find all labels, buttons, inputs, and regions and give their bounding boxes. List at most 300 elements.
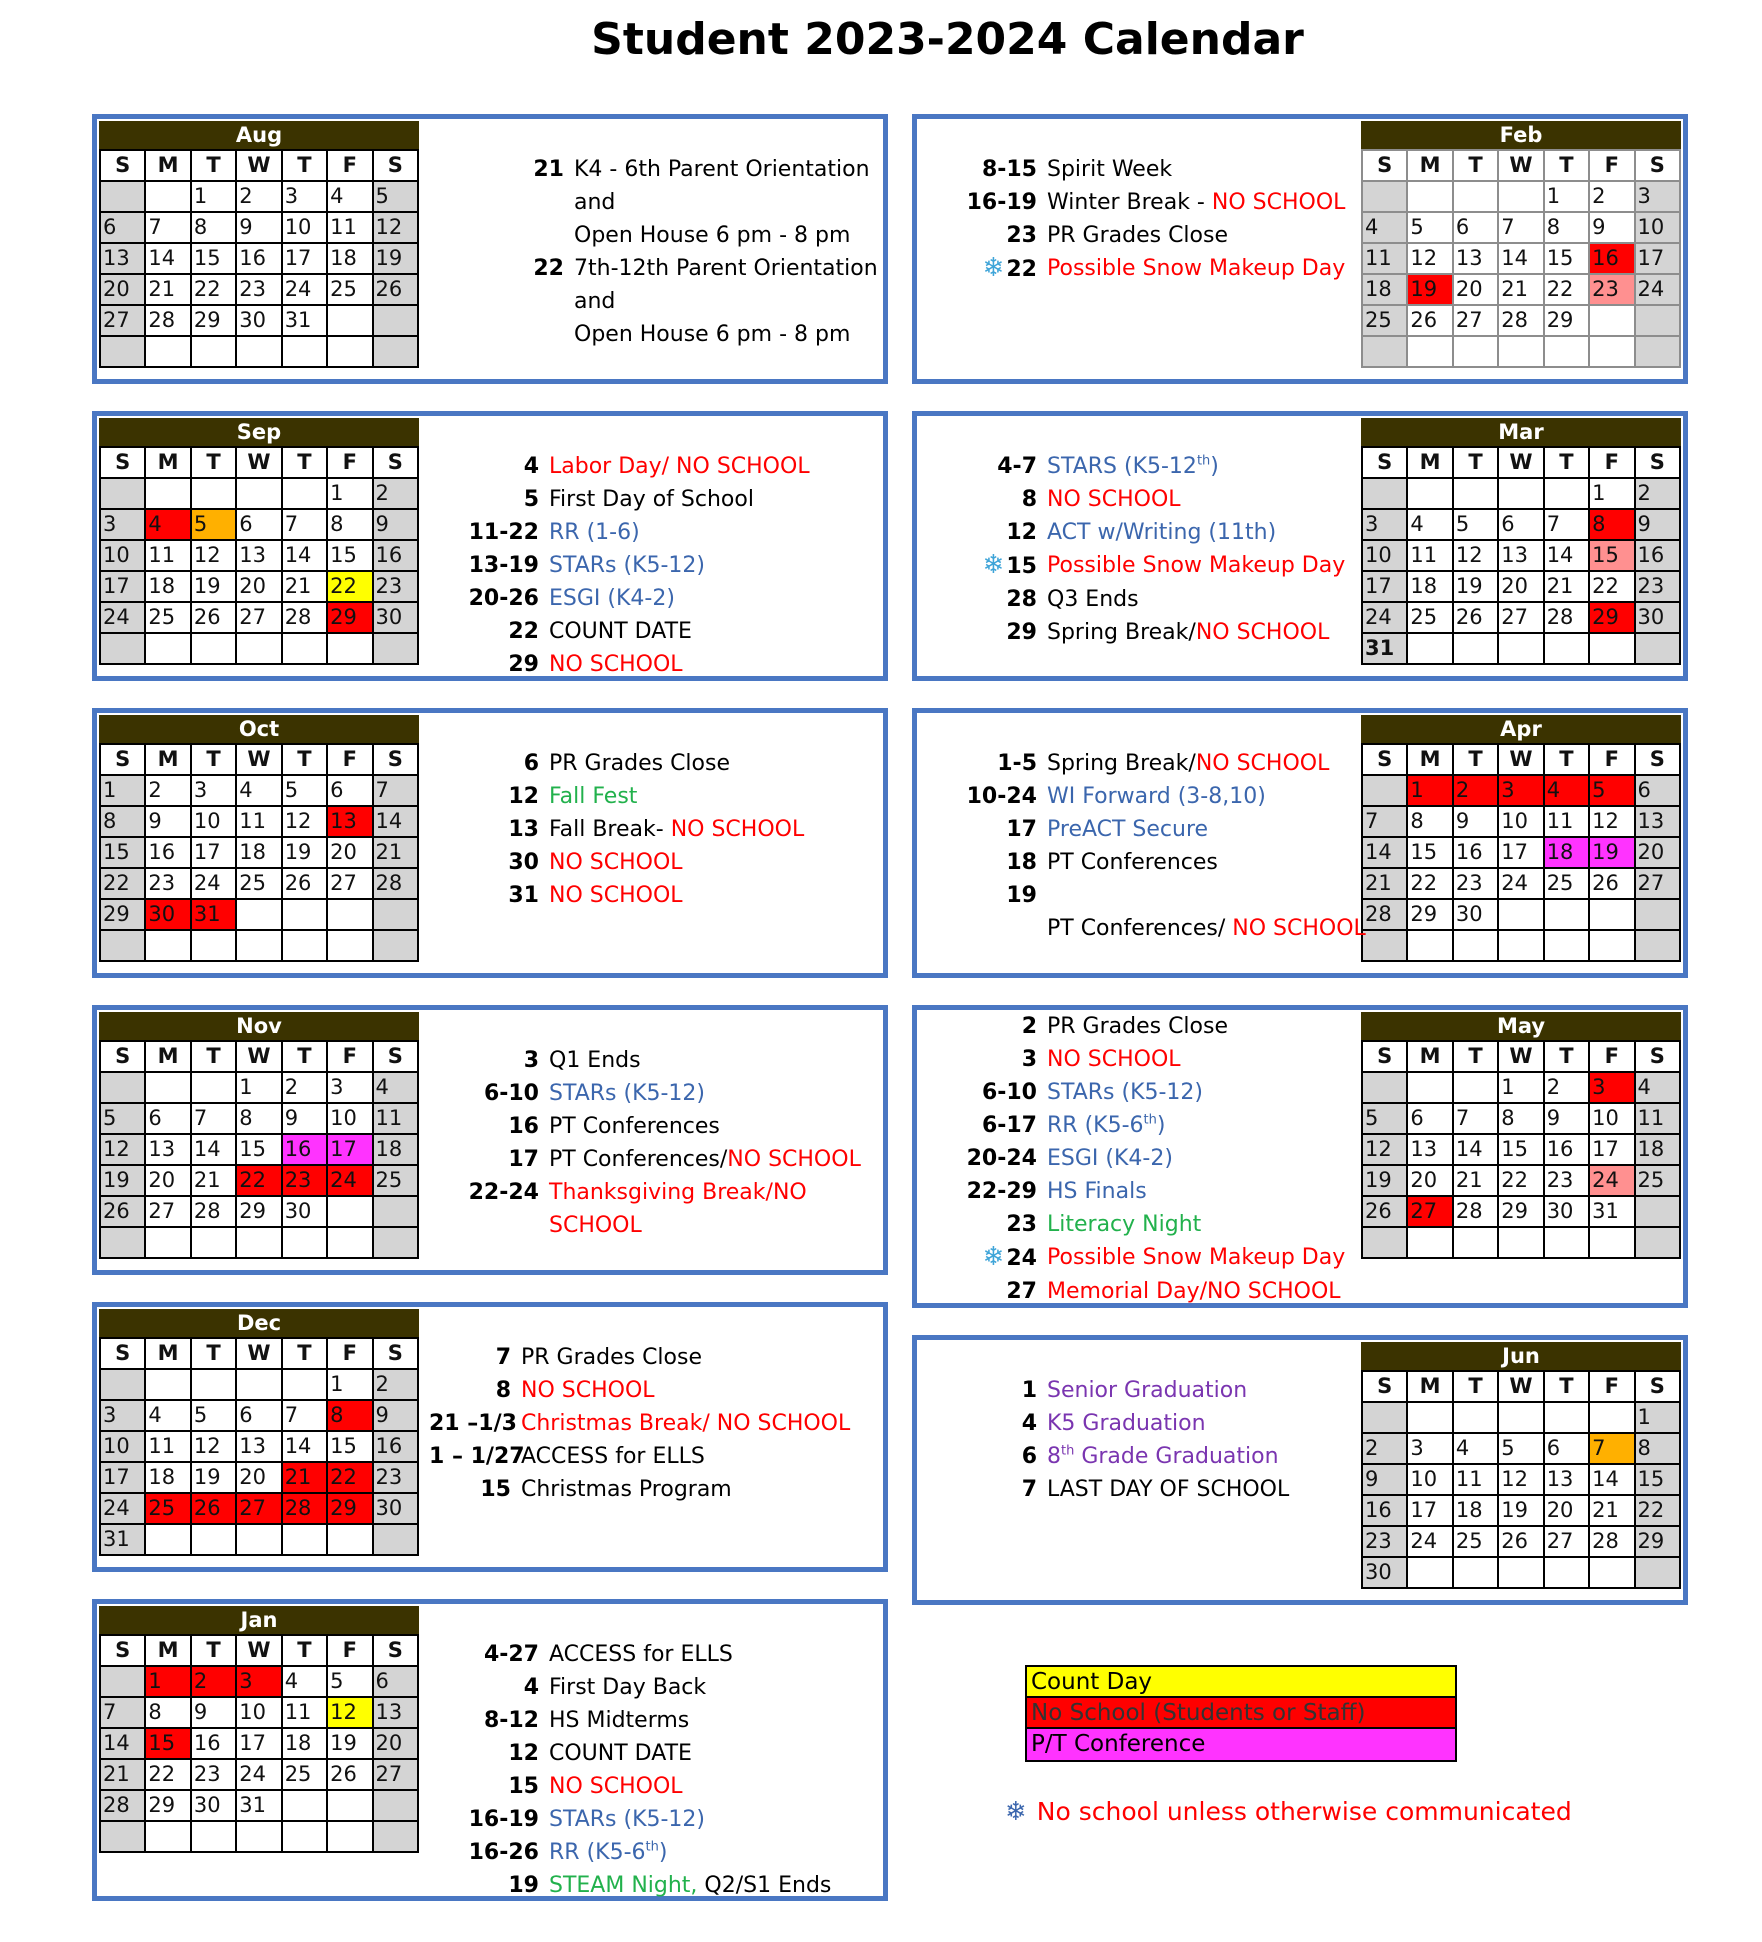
day-cell <box>100 181 145 212</box>
day-cell <box>282 930 327 961</box>
day-cell: 8 <box>145 1697 190 1728</box>
event-date: 6 <box>523 751 539 776</box>
weekday-header-row <box>100 1635 418 1666</box>
day-cell <box>1453 181 1498 212</box>
day-cell: 15 <box>1544 243 1589 274</box>
day-cell: 31 <box>282 305 327 336</box>
event-text: STARs (K5-12) <box>549 1807 706 1832</box>
day-cell: 11 <box>236 806 281 837</box>
day-cell: 18 <box>236 837 281 868</box>
day-cell: 2 <box>1362 1433 1407 1464</box>
weekday-header: S <box>373 1338 418 1369</box>
day-cell: 9 <box>282 1103 327 1134</box>
event-date: 6-10 <box>981 1080 1037 1105</box>
weekday-header: F <box>1589 150 1634 181</box>
event-text: Spring Break/NO SCHOOL <box>1047 620 1330 645</box>
week-row <box>1362 181 1680 212</box>
calendar-oct <box>99 715 419 962</box>
event-text: HS Midterms <box>549 1708 690 1733</box>
day-cell: 8 <box>100 806 145 837</box>
day-cell: 31 <box>191 899 236 930</box>
weekday-header-row <box>1362 1041 1680 1072</box>
calendar-aug <box>99 121 419 368</box>
day-cell <box>145 1227 190 1258</box>
day-cell: 26 <box>1498 1526 1543 1557</box>
weekday-header: M <box>1407 744 1452 775</box>
day-cell: 19 <box>1589 837 1634 868</box>
day-cell <box>236 1227 281 1258</box>
day-cell: 23 <box>373 1462 418 1493</box>
week-row <box>1362 602 1680 633</box>
week-row <box>100 181 418 212</box>
event-text: Spirit Week <box>1047 157 1173 182</box>
day-cell <box>327 1524 372 1555</box>
day-cell: 1 <box>1498 1072 1543 1103</box>
day-cell: 27 <box>1544 1526 1589 1557</box>
day-cell: 19 <box>282 837 327 868</box>
event-text: PreACT Secure <box>1047 817 1209 842</box>
event-date: 8 <box>1021 487 1037 512</box>
event-text: STEAM Night, Q2/S1 Ends <box>549 1873 832 1898</box>
weekday-header: T <box>282 447 327 478</box>
day-cell: 3 <box>1498 775 1543 806</box>
weekday-header: T <box>1544 150 1589 181</box>
event-date: 31 <box>508 883 539 908</box>
day-cell: 22 <box>327 571 372 602</box>
snow-note-text: No school unless otherwise communicated <box>1036 1797 1572 1826</box>
weekday-header: S <box>1635 1041 1680 1072</box>
event-row <box>955 1109 1345 1142</box>
day-cell: 12 <box>282 806 327 837</box>
day-cell <box>1453 633 1498 664</box>
month-name-nov: Nov <box>99 1012 419 1040</box>
day-cell: 31 <box>1589 1196 1634 1227</box>
day-cell <box>327 336 372 367</box>
day-cell: 1 <box>1407 775 1452 806</box>
day-cell: 4 <box>1453 1433 1498 1464</box>
day-cell: 23 <box>282 1165 327 1196</box>
day-cell: 24 <box>282 274 327 305</box>
day-cell: 7 <box>1453 1103 1498 1134</box>
day-cell <box>282 633 327 664</box>
day-cell: 5 <box>282 775 327 806</box>
weekday-header: S <box>1635 447 1680 478</box>
weekday-header: S <box>1635 1371 1680 1402</box>
day-cell: 14 <box>1453 1134 1498 1165</box>
day-cell: 15 <box>1407 837 1452 868</box>
day-cell: 17 <box>1498 837 1543 868</box>
events-jan <box>457 1638 831 1902</box>
day-cell: 22 <box>191 274 236 305</box>
event-row <box>955 1473 1289 1506</box>
event-row <box>955 747 1366 780</box>
day-cell: 23 <box>373 571 418 602</box>
event-text: Memorial Day/NO SCHOOL <box>1047 1279 1341 1304</box>
day-cell: 21 <box>1362 868 1407 899</box>
weekday-header: S <box>373 744 418 775</box>
week-row <box>1362 1227 1680 1258</box>
day-cell <box>1635 633 1680 664</box>
event-row <box>955 186 1345 219</box>
event-date: 22 <box>508 619 539 644</box>
day-cell: 30 <box>145 899 190 930</box>
day-cell: 13 <box>236 540 281 571</box>
event-date: 13 <box>508 817 539 842</box>
event-text: STARs (K5-12) <box>549 1081 706 1106</box>
day-cell: 22 <box>1498 1165 1543 1196</box>
day-cell <box>282 1369 327 1400</box>
weekday-header: S <box>1635 744 1680 775</box>
day-cell <box>327 899 372 930</box>
events-nov <box>457 1044 861 1242</box>
day-cell <box>1589 633 1634 664</box>
weekday-header: T <box>1453 1371 1498 1402</box>
event-row <box>955 1142 1345 1175</box>
day-cell: 9 <box>1453 806 1498 837</box>
day-cell: 14 <box>1362 837 1407 868</box>
day-cell: 3 <box>100 1400 145 1431</box>
day-cell: 26 <box>327 1759 372 1790</box>
day-cell <box>1635 930 1680 961</box>
day-cell <box>236 899 281 930</box>
day-cell: 23 <box>1635 571 1680 602</box>
event-date: 7 <box>495 1345 511 1370</box>
day-cell: 14 <box>282 1431 327 1462</box>
day-cell: 9 <box>1589 212 1634 243</box>
day-cell <box>145 478 190 509</box>
day-cell: 3 <box>327 1072 372 1103</box>
day-cell: 6 <box>373 1666 418 1697</box>
day-cell: 22 <box>145 1759 190 1790</box>
event-row <box>457 483 810 516</box>
day-cell <box>327 1196 372 1227</box>
month-panel-nov <box>92 1005 888 1275</box>
week-row <box>100 1759 418 1790</box>
weekday-header-row <box>1362 744 1680 775</box>
day-cell: 16 <box>191 1728 236 1759</box>
day-cell <box>1407 1402 1452 1433</box>
week-row <box>100 1493 418 1524</box>
weekday-header-row <box>100 447 418 478</box>
week-row <box>1362 899 1680 930</box>
weekday-header: T <box>1544 447 1589 478</box>
month-grid-may <box>1361 1040 1681 1259</box>
day-cell: 14 <box>1498 243 1543 274</box>
day-cell: 25 <box>1453 1526 1498 1557</box>
day-cell: 30 <box>1635 602 1680 633</box>
day-cell: 16 <box>236 243 281 274</box>
event-date: 21 <box>533 157 564 182</box>
event-row <box>955 616 1345 649</box>
day-cell: 8 <box>1635 1433 1680 1464</box>
week-row <box>100 540 418 571</box>
weekday-header-row <box>100 744 418 775</box>
event-text: First Day Back <box>549 1675 707 1700</box>
day-cell: 19 <box>1498 1495 1543 1526</box>
day-cell: 22 <box>1544 274 1589 305</box>
event-date: 12 <box>508 1741 539 1766</box>
event-text: Spring Break/NO SCHOOL <box>1047 751 1330 776</box>
month-name-jan: Jan <box>99 1606 419 1634</box>
event-date: 4-7 <box>997 454 1037 479</box>
day-cell: 18 <box>1544 837 1589 868</box>
event-date: 21 –1/3 <box>429 1411 517 1436</box>
day-cell: 4 <box>145 509 190 540</box>
day-cell: 8 <box>191 212 236 243</box>
event-text: 7th-12th Parent Orientation and Open House 6 pm - 8 pm <box>574 256 878 347</box>
day-cell: 8 <box>1407 806 1452 837</box>
weekday-header: F <box>327 150 372 181</box>
day-cell: 4 <box>236 775 281 806</box>
month-grid-jan <box>99 1634 419 1853</box>
day-cell: 6 <box>100 212 145 243</box>
day-cell: 25 <box>373 1165 418 1196</box>
events-oct <box>457 747 804 912</box>
day-cell: 1 <box>100 775 145 806</box>
day-cell: 22 <box>1407 868 1452 899</box>
week-row <box>1362 540 1680 571</box>
day-cell: 7 <box>1498 212 1543 243</box>
event-date: 17 <box>508 1147 539 1172</box>
day-cell: 7 <box>191 1103 236 1134</box>
weekday-header: M <box>145 744 190 775</box>
day-cell: 18 <box>327 243 372 274</box>
day-cell: 7 <box>373 775 418 806</box>
week-row <box>100 1697 418 1728</box>
week-row <box>1362 243 1680 274</box>
event-date: 2 <box>1021 1014 1037 1039</box>
snowflake-icon: ❄ <box>982 1242 1005 1272</box>
event-text: Q1 Ends <box>549 1048 641 1073</box>
day-cell <box>282 478 327 509</box>
day-cell: 5 <box>1453 509 1498 540</box>
day-cell: 20 <box>1544 1495 1589 1526</box>
day-cell: 27 <box>1498 602 1543 633</box>
day-cell <box>145 181 190 212</box>
day-cell: 16 <box>145 837 190 868</box>
day-cell: 11 <box>1453 1464 1498 1495</box>
weekday-header: S <box>373 150 418 181</box>
day-cell <box>1407 181 1452 212</box>
day-cell: 29 <box>327 602 372 633</box>
day-cell: 24 <box>1635 274 1680 305</box>
day-cell: 18 <box>1362 274 1407 305</box>
event-text: Fall Break- NO SCHOOL <box>549 817 805 842</box>
event-date: ❄24 <box>982 1242 1037 1272</box>
event-date: 1 <box>1021 1378 1037 1403</box>
legend-count-day: Count Day <box>1027 1667 1455 1698</box>
event-row <box>955 252 1345 286</box>
day-cell <box>191 1369 236 1400</box>
day-cell: 26 <box>1589 868 1634 899</box>
day-cell: 19 <box>1407 274 1452 305</box>
day-cell: 22 <box>236 1165 281 1196</box>
day-cell: 4 <box>1407 509 1452 540</box>
event-text: WI Forward (3-8,10) <box>1047 784 1266 809</box>
day-cell: 17 <box>1589 1134 1634 1165</box>
events-apr <box>955 747 1366 945</box>
day-cell: 22 <box>1635 1495 1680 1526</box>
event-date: 10-24 <box>966 784 1037 809</box>
day-cell <box>373 1196 418 1227</box>
day-cell <box>191 1072 236 1103</box>
day-cell: 24 <box>100 602 145 633</box>
weekday-header-row <box>100 1338 418 1369</box>
day-cell: 2 <box>1589 181 1634 212</box>
weekday-header: S <box>1362 744 1407 775</box>
day-cell: 23 <box>236 274 281 305</box>
calendar-dec <box>99 1309 419 1556</box>
event-date: 20-24 <box>966 1146 1037 1171</box>
day-cell <box>1362 930 1407 961</box>
day-cell: 7 <box>1544 509 1589 540</box>
day-cell: 6 <box>327 775 372 806</box>
day-cell <box>100 1227 145 1258</box>
month-grid-sep <box>99 446 419 665</box>
weekday-header: W <box>236 447 281 478</box>
month-panel-oct <box>92 708 888 978</box>
day-cell: 5 <box>191 1400 236 1431</box>
day-cell: 8 <box>1544 212 1589 243</box>
day-cell <box>1544 930 1589 961</box>
day-cell <box>373 1790 418 1821</box>
day-cell: 30 <box>1362 1557 1407 1588</box>
day-cell: 23 <box>1453 868 1498 899</box>
weekday-header: S <box>373 1635 418 1666</box>
event-text: RR (K5-6th) <box>549 1839 668 1865</box>
event-date: 11-22 <box>468 520 539 545</box>
day-cell <box>145 633 190 664</box>
day-cell: 13 <box>145 1134 190 1165</box>
day-cell: 6 <box>236 509 281 540</box>
weekday-header-row <box>100 1041 418 1072</box>
calendar-may <box>1361 1012 1681 1259</box>
day-cell: 2 <box>373 1369 418 1400</box>
day-cell: 25 <box>282 1759 327 1790</box>
calendar-apr <box>1361 715 1681 962</box>
weekday-header: T <box>191 744 236 775</box>
day-cell: 27 <box>100 305 145 336</box>
day-cell: 17 <box>236 1728 281 1759</box>
week-row <box>1362 1134 1680 1165</box>
day-cell: 2 <box>1635 478 1680 509</box>
weekday-header: F <box>1589 744 1634 775</box>
day-cell: 25 <box>236 868 281 899</box>
week-row <box>1362 274 1680 305</box>
day-cell: 6 <box>236 1400 281 1431</box>
day-cell: 10 <box>1498 806 1543 837</box>
event-text: PR Grades Close <box>521 1345 703 1370</box>
day-cell: 30 <box>373 602 418 633</box>
weekday-header: M <box>145 1338 190 1369</box>
month-grid-feb <box>1361 149 1681 368</box>
day-cell: 28 <box>1362 899 1407 930</box>
event-date: 4 <box>523 454 539 479</box>
day-cell: 27 <box>145 1196 190 1227</box>
week-row <box>1362 478 1680 509</box>
day-cell: 10 <box>100 540 145 571</box>
day-cell: 27 <box>1453 305 1498 336</box>
event-date: 28 <box>1006 587 1037 612</box>
day-cell: 24 <box>1407 1526 1452 1557</box>
day-cell: 12 <box>1453 540 1498 571</box>
week-row <box>1362 1196 1680 1227</box>
events-feb <box>955 153 1345 286</box>
event-date: 22-29 <box>966 1179 1037 1204</box>
day-cell: 11 <box>282 1697 327 1728</box>
event-text: NO SCHOOL <box>521 1378 655 1403</box>
day-cell <box>236 1524 281 1555</box>
day-cell <box>1498 1402 1543 1433</box>
day-cell: 1 <box>1544 181 1589 212</box>
day-cell: 7 <box>282 509 327 540</box>
day-cell: 1 <box>236 1072 281 1103</box>
day-cell: 29 <box>100 899 145 930</box>
day-cell: 18 <box>282 1728 327 1759</box>
day-cell: 2 <box>145 775 190 806</box>
month-name-apr: Apr <box>1361 715 1681 743</box>
day-cell: 7 <box>145 212 190 243</box>
event-date: 6-10 <box>483 1081 539 1106</box>
event-row <box>457 1737 831 1770</box>
day-cell: 15 <box>1498 1134 1543 1165</box>
event-date: 8-12 <box>483 1708 539 1733</box>
event-row <box>457 1077 861 1110</box>
day-cell: 18 <box>1407 571 1452 602</box>
event-text: ACT w/Writing (11th) <box>1047 520 1277 545</box>
day-cell: 13 <box>236 1431 281 1462</box>
day-cell: 10 <box>236 1697 281 1728</box>
day-cell: 21 <box>191 1165 236 1196</box>
day-cell <box>1544 899 1589 930</box>
calendar-mar <box>1361 418 1681 665</box>
weekday-header: M <box>1407 447 1452 478</box>
day-cell: 3 <box>100 509 145 540</box>
day-cell: 28 <box>191 1196 236 1227</box>
weekday-header: M <box>1407 1371 1452 1402</box>
weekday-header: T <box>1453 744 1498 775</box>
weekday-header: T <box>282 744 327 775</box>
weekday-header: T <box>1544 1371 1589 1402</box>
day-cell: 8 <box>327 509 372 540</box>
day-cell: 1 <box>1635 1402 1680 1433</box>
event-row <box>457 1143 861 1176</box>
week-row <box>1362 1557 1680 1588</box>
day-cell: 14 <box>1544 540 1589 571</box>
weekday-header: M <box>145 1635 190 1666</box>
week-row <box>100 1103 418 1134</box>
day-cell: 30 <box>236 305 281 336</box>
weekday-header: T <box>191 1635 236 1666</box>
day-cell: 6 <box>1635 775 1680 806</box>
event-row <box>429 1440 850 1473</box>
weekday-header: W <box>1498 1371 1543 1402</box>
event-row <box>955 483 1345 516</box>
day-cell: 17 <box>1407 1495 1452 1526</box>
day-cell: 16 <box>1544 1134 1589 1165</box>
day-cell: 19 <box>191 571 236 602</box>
day-cell <box>327 930 372 961</box>
day-cell <box>1453 1557 1498 1588</box>
day-cell <box>282 1821 327 1852</box>
week-row <box>1362 571 1680 602</box>
day-cell: 15 <box>236 1134 281 1165</box>
week-row <box>1362 1165 1680 1196</box>
day-cell: 1 <box>145 1666 190 1697</box>
day-cell <box>1544 1402 1589 1433</box>
week-row <box>100 868 418 899</box>
event-date: 13-19 <box>468 553 539 578</box>
